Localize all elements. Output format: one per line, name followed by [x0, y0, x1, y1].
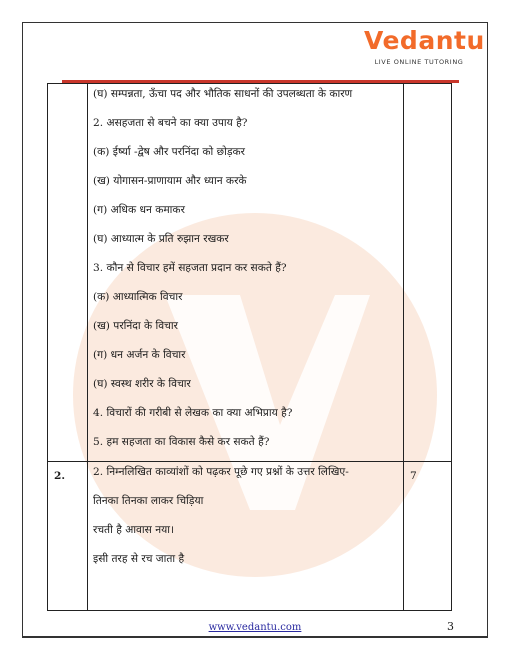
- question-line: (ख) परनिंदा के विचार: [93, 320, 178, 332]
- question-line: (ग) धन अर्जन के विचार: [93, 349, 186, 361]
- question-line: (घ) स्वस्थ शरीर के विचार: [93, 378, 191, 390]
- question-line: 5. हम सहजता का विकास कैसे कर सकते हैं?: [93, 436, 270, 448]
- question-content-cell: [88, 462, 404, 611]
- marks-value: 7: [410, 470, 417, 482]
- website-link[interactable]: www.vedantu.com: [208, 622, 302, 633]
- logo-tagline: LIVE ONLINE TUTORING: [374, 58, 464, 66]
- poem-line: तिनका तिनका लाकर चिड़िया: [93, 495, 204, 507]
- question-line: (क) आध्यात्मिक विचार: [93, 291, 183, 303]
- vedantu-logo: [364, 26, 485, 66]
- footer-rule: [22, 636, 488, 637]
- question-line: (ग) अधिक धन कमाकर: [93, 204, 185, 216]
- table-row: [48, 462, 452, 611]
- logo-wordmark: Vedantu: [364, 26, 485, 55]
- question-line: 2. निम्नलिखित काव्यांशों को पढ़कर पूछे गए प्रश्नों के उत्तर लिखिए-: [93, 466, 349, 478]
- poem-line: रचती है आवास नया।: [93, 524, 174, 536]
- question-table: [47, 83, 452, 611]
- question-line: 3. कौन से विचार हमें सहजता प्रदान कर सकते हैं?: [93, 262, 287, 274]
- question-line: 4. विचारों की गरीबी से लेखक का क्या अभिप्राय है?: [93, 407, 293, 419]
- question-line: 2. असहजता से बचने का क्या उपाय है?: [93, 117, 248, 129]
- question-number: 2.: [54, 470, 66, 482]
- question-content-cell: [88, 84, 404, 462]
- poem-line: इसी तरह से रच जाता है: [93, 553, 185, 565]
- question-line: (घ) आध्यात्म के प्रति रुझान रखकर: [93, 233, 229, 245]
- page-number: 3: [447, 620, 454, 633]
- question-line: (घ) सम्पन्नता, ऊँचा पद और भौतिक साधनों की उपलब्धता के कारण: [93, 88, 353, 100]
- question-line: (क) ईर्ष्या -द्वेष और परनिंदा को छोड़कर: [93, 146, 245, 158]
- question-line: (ख) योगासन-प्राणायाम और ध्यान करके: [93, 175, 247, 187]
- marks-cell: [404, 462, 452, 611]
- question-number-cell: [48, 462, 88, 611]
- table-row: [48, 84, 452, 462]
- question-number-cell: [48, 84, 88, 462]
- marks-cell: [404, 84, 452, 462]
